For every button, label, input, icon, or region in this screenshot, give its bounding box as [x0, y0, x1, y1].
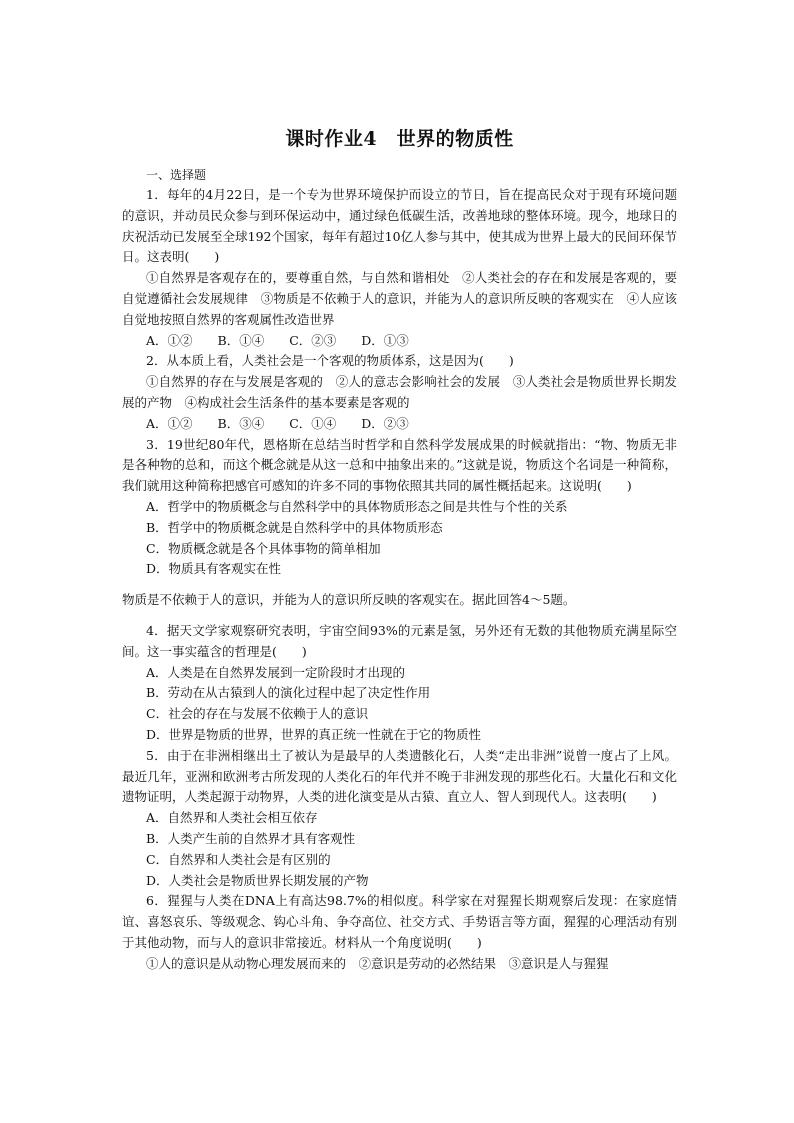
q4-stem: 4．据天文学家观察研究表明，宇宙空间93%的元素是氢，另外还有无数的其他物质充满星际空间。这一事实蕴含的哲理是( )	[122, 622, 677, 659]
q1-stem: 1．每年的4月22日，是一个专为世界环境保护而设立的节日，旨在提高民众对于现有环境问题的意识，并动员民众参与到环保运动中，通过绿色低碳生活，改善地球的整体环境。现今，地球日的庆祝活动已发展至全球192个国家，每年有超过10亿人参与其中，使其成为世界上最大的民间环保节日。这表明( )	[122, 187, 677, 265]
q4-option-d: D．世界是物质的世界，世界的真正统一性就在于它的物质性	[146, 726, 482, 742]
q3-option-a: A．哲学中的物质概念与自然科学中的具体物质形态之间是共性与个性的关系	[146, 498, 568, 514]
q5-option-d: D．人类社会是物质世界长期发展的产物	[146, 872, 369, 888]
q4-option-c: C．社会的存在与发展不依赖于人的意识	[146, 706, 369, 722]
q5-option-c: C．自然界和人类社会是有区别的	[146, 851, 331, 867]
q2-stem: 2．从本质上看，人类社会是一个客观的物质体系，这是因为( )	[146, 353, 514, 369]
q5-option-b: B．人类产生前的自然界才具有客观性	[146, 830, 356, 846]
q3-option-d: D．物质具有客观实在性	[146, 561, 282, 577]
q2-choices: A．①② B．③④ C．①④ D．②③	[146, 415, 409, 431]
q5-option-a: A．自然界和人类社会相互依存	[146, 810, 318, 826]
q1-items: ①自然界是客观存在的，要尊重自然，与自然和谐相处 ②人类社会的存在和发展是客观的，要自觉遵循社会发展规律 ③物质是不依赖于人的意识，并能为人的意识所反映的客观实在 ④人应该自觉地按照自然界的客观属性改造世界	[122, 270, 677, 327]
passage-lead: 物质是不依赖于人的意识，并能为人的意识所反映的客观实在。据此回答4～5题。	[122, 592, 576, 608]
section-heading: 一、选择题	[146, 168, 207, 182]
q3-option-c: C．物质概念就是各个具体事物的简单相加	[146, 540, 381, 556]
q3-option-b: B．哲学中的物质概念就是自然科学中的具体物质形态	[146, 519, 443, 535]
q5-stem: 5．由于在非洲相继出土了被认为是最早的人类遗骸化石，人类“走出非洲”说曾一度占了上风。最近几年，亚洲和欧洲考古所发现的人类化石的年代并不晚于非洲发现的那些化石。大量化石和文化遗物证明，人类起源于动物界，人类的进化演变是从古猿、直立人、智人到现代人。这表明( )	[122, 747, 677, 805]
q6-items: ①人的意识是从动物心理发展而来的 ②意识是劳动的必然结果 ③意识是人与猩猩	[146, 955, 609, 971]
q2-items: ①自然界的存在与发展是客观的 ②人的意志会影响社会的发展 ③人类社会是物质世界长期发展的产物 ④构成社会生活条件的基本要素是客观的	[122, 374, 677, 410]
q1-choices: A．①② B．①④ C．②③ D．①③	[146, 332, 409, 348]
q6-stem: 6．猩猩与人类在DNA上有高达98.7%的相似度。科学家在对猩猩长期观察后发现：在家庭情谊、喜怒哀乐、等级观念、钩心斗角、争夺高位、社交方式、手势语言等方面，猩猩的心理活动有别于其他动物，而与人的意识非常接近。材料从一个角度说明( )	[122, 893, 677, 950]
q3-stem: 3．19世纪80年代，恩格斯在总结当时哲学和自然科学发展成果的时候就指出：“物、物质无非是各种物的总和，而这个概念就是从这一总和中抽象出来的。”这就是说，物质这个名词是一种简称，我们就用这种简称把感官可感知的许多不同的事物依照其共同的属性概括起来。这说明( )	[122, 436, 677, 494]
page-title: 课时作业4 世界的物质性	[285, 128, 514, 150]
q4-option-a: A．人类是在自然界发展到一定阶段时才出现的	[146, 664, 406, 680]
document-content	[122, 124, 677, 974]
q4-option-b: B．劳动在从古猿到人的演化过程中起了决定性作用	[146, 685, 431, 701]
